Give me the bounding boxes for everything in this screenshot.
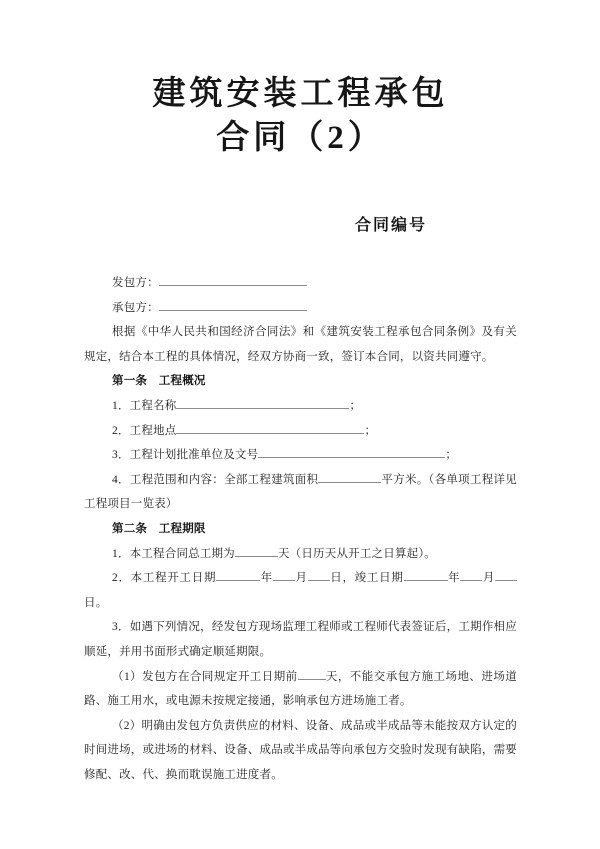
end-month-blank [460,569,482,581]
end-month-label: 月 [482,572,496,585]
section1-item3-text: 3．工程计划批准单位及文号 [112,449,259,462]
section1-item4 [84,468,517,517]
start-day-blank [308,569,330,581]
party-a-label: 发包方： [112,277,159,289]
start-year-blank [216,569,260,581]
section2-item3: 3．如遇下列情况，经发包方现场监理工程师或工程师代表签证后，工期作相应顺延，并用书面形式确定顺延期限。 [84,621,517,658]
section1-item1-blank [176,397,349,409]
preamble-paragraph: 根据《中华人民共和国经济合同法》和《建筑安装工程承包合同条例》及有关规定，结合本工程的具体情况，经双方协商一致，签订本合同，以资共同遵守。 [84,326,517,363]
section1-item3 [84,443,517,468]
contract-number-label: 合同编号 [355,217,428,234]
section2-item2 [84,566,517,615]
party-b-label: 承包方： [112,301,159,314]
section1-item1-text: 1．工程名称 [112,399,177,412]
start-month-blank [273,569,295,581]
section1-heading: 第一条 工程概况 [112,375,206,388]
section1-item4-text2: 平方米。（各单项工程详见工程项目一览表） [84,473,517,511]
section2-sub1-text: （1）发包方在合同规定开工日期前 [112,670,298,683]
document-title [84,72,517,160]
title-line-1: 建筑安装工程承包 [152,76,449,112]
section2-item1-text2: 天（日历天从开工之日算起）。 [277,547,437,560]
document-body [84,271,517,787]
party-b-blank-line [159,299,307,311]
party-a-row [84,271,517,296]
section1-item3-punct: ； [445,449,458,462]
party-b-row [84,296,517,321]
start-day-label: 日，竣工日期 [329,572,404,585]
section2-item1-text: 1．本工程合同总工期为 [112,547,235,560]
section2-item1 [84,542,517,567]
section1-item2-punct: ； [364,424,377,437]
section1-item4-text: 4．工程范围和内容：全部工程建筑面积 [112,473,319,486]
title-line-2: 合同（2） [216,120,385,156]
section2-item1-blank [235,545,278,557]
start-month-label: 月 [294,572,308,585]
section1-item2-blank [176,422,364,434]
end-day-label: 日。 [84,596,108,609]
section1-item1-punct: ； [349,399,362,412]
section2-item2-text: 2．本工程开工日期 [112,572,217,585]
section2-sub1 [84,665,517,714]
section1-item2-text: 2．工程地点 [112,424,177,437]
start-year-label: 年 [260,572,273,585]
end-year-blank [404,569,448,581]
end-day-blank [495,569,517,581]
section1-item1 [84,394,517,419]
end-year-label: 年 [447,572,461,585]
section2-heading: 第二条 工程期限 [112,522,206,535]
section2-sub1-blank [298,668,326,680]
section1-item4-blank [318,471,381,483]
party-a-blank-line [159,274,307,286]
section2-sub2: （2）明确由发包方负责供应的材料、设备、成品或半成品等未能按双方认定的时间进场，或进场的材料、设备、成品或半成品等向承包方交验时发现有缺陷，需要修配、改、代、换而耽误施工进度者。 [84,719,517,781]
section1-item2 [84,419,517,444]
section1-item3-blank [258,446,445,458]
section2-sub1-text2: 天，不能交承包方施工场地、进场道路、施工用水，或电源未按规定接通，影响承包方进场施工者。 [84,670,517,708]
